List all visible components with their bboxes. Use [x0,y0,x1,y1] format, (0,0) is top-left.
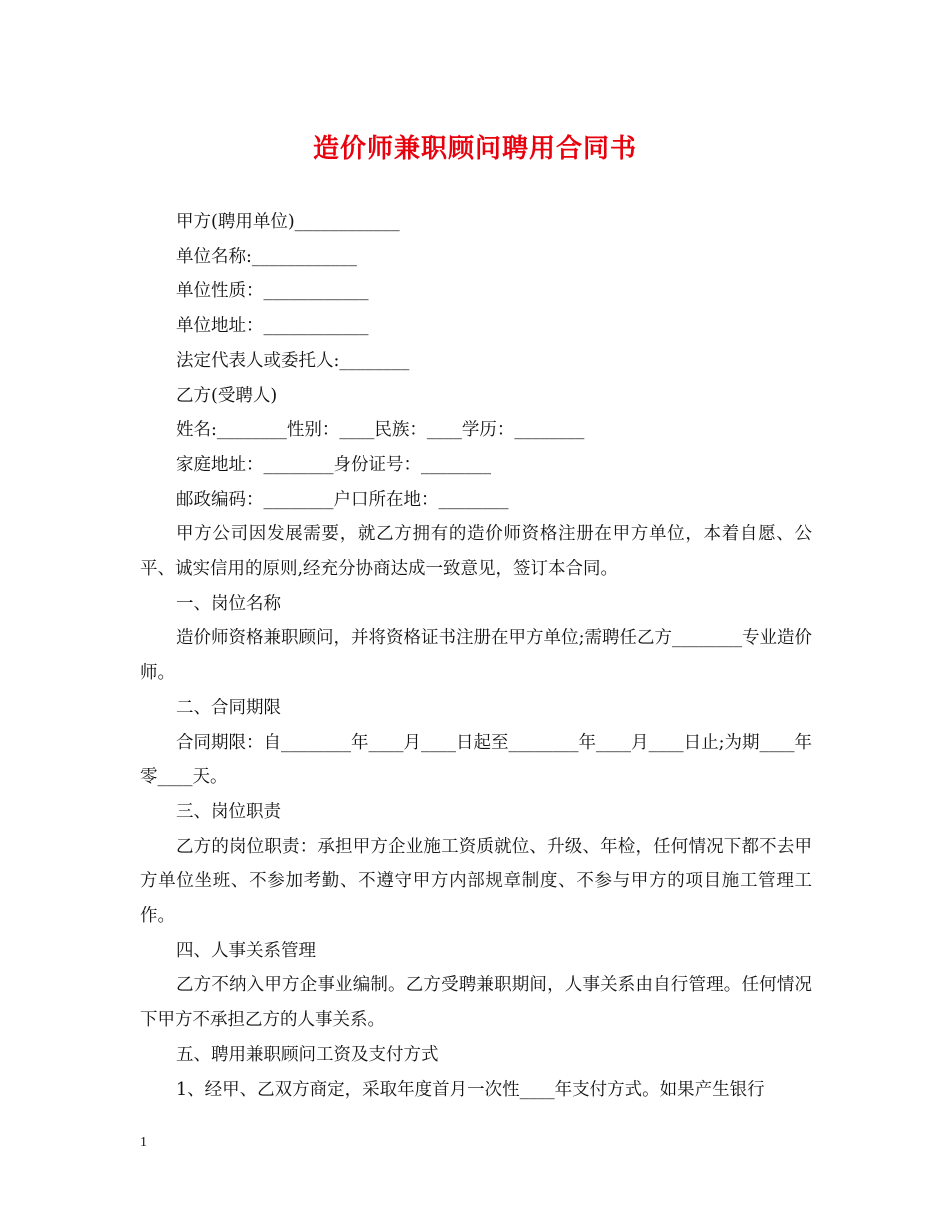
section-4-heading: 四、人事关系管理 [176,940,316,961]
personal-info-line: 姓名:________性别：____民族：____学历：________ [176,420,585,441]
unit-address-line: 单位地址：____________ [176,316,369,337]
intro-paragraph: 甲方公司因发展需要，就乙方拥有的造价师资格注册在甲方单位，本着自愿、公平、诚实信用的原则,经充分协商达成一致意见，签订本合同。 [140,524,812,580]
section-5-heading: 五、聘用兼职顾问工资及支付方式 [176,1044,439,1065]
page-number: 1 [140,1135,147,1150]
section-3-heading: 三、岗位职责 [176,801,281,822]
section-3-body: 乙方的岗位职责：承担甲方企业施工资质就位、升级、年检，任何情况下都不去甲方单位坐班、不参加考勤、不遵守甲方内部规章制度、不参与甲方的项目施工管理工作。 [140,836,812,927]
home-address-line: 家庭地址：________身份证号：________ [176,454,491,475]
section-2-heading: 二、合同期限 [176,697,281,718]
section-2-body: 合同期限：自________年____月____日起至________年____月____日止;为期____年零____天。 [140,732,812,788]
party-b-line: 乙方(受聘人) [176,385,278,406]
document-body [140,205,812,1107]
page-title: 造价师兼职顾问聘用合同书 [312,134,637,164]
unit-nature-line: 单位性质：____________ [176,281,369,302]
legal-representative-line: 法定代表人或委托人:________ [176,350,410,371]
section-4-body: 乙方不纳入甲方企事业编制。乙方受聘兼职期间，人事关系由自行管理。任何情况下甲方不承担乙方的人事关系。 [140,975,812,1031]
section-1-heading: 一、岗位名称 [176,593,281,614]
postal-code-line: 邮政编码：________户口所在地：________ [176,489,509,510]
section-5-item-1: 1、经甲、乙双方商定，采取年度首月一次性____年支付方式。如果产生银行 [176,1079,765,1100]
section-1-body: 造价师资格兼职顾问，并将资格证书注册在甲方单位;需聘任乙方________专业造价师。 [140,628,812,684]
party-a-line: 甲方(聘用单位)____________ [176,212,400,232]
unit-name-line: 单位名称:____________ [176,246,357,267]
